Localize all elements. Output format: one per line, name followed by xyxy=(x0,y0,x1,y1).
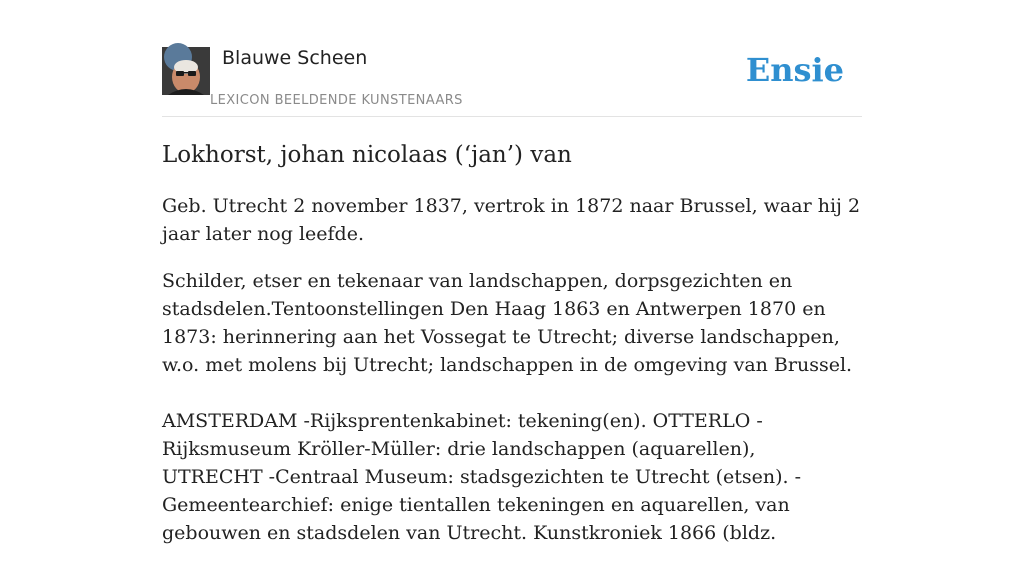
avatar-image xyxy=(162,47,210,95)
brand-logo[interactable]: Ensie xyxy=(745,51,844,89)
article-title: Lokhorst, johan nicolaas (‘jan’) van xyxy=(162,142,572,168)
avatar[interactable] xyxy=(162,47,210,95)
author-name[interactable]: Blauwe Scheen xyxy=(222,47,368,69)
header xyxy=(162,46,862,117)
article-body xyxy=(162,192,862,566)
article-paragraph: Schilder, etser en tekenaar van landschappen, dorpsgezichten en stadsdelen.Tentoonstellingen Den Haag 1863 en Antwerpen 1870 en 1873: herinnering aan het Vossegat te Utrecht; diverse landschappen, w.o. met molens bij Utrecht; landschappen in de omgeving van Brussel. xyxy=(162,270,853,376)
publication-name[interactable]: LEXICON BEELDENDE KUNSTENAARS xyxy=(210,93,463,108)
article-paragraph: AMSTERDAM -Rijksprentenkabinet: tekening(en). OTTERLO -Rijksmuseum Kröller-Müller: drie landschappen (aquarellen), UTRECHT -Centraal Museum: stadsgezichten te Utrecht (etsen). -Gemeentearchief: enige tientallen tekeningen en aquarellen, van gebouwen en stadsdelen van Utrecht. Kunstkroniek 1866 (bldz. xyxy=(162,410,802,544)
article-paragraph: Geb. Utrecht 2 november 1837, vertrok in 1872 naar Brussel, waar hij 2 jaar later nog leefde. xyxy=(162,195,861,245)
